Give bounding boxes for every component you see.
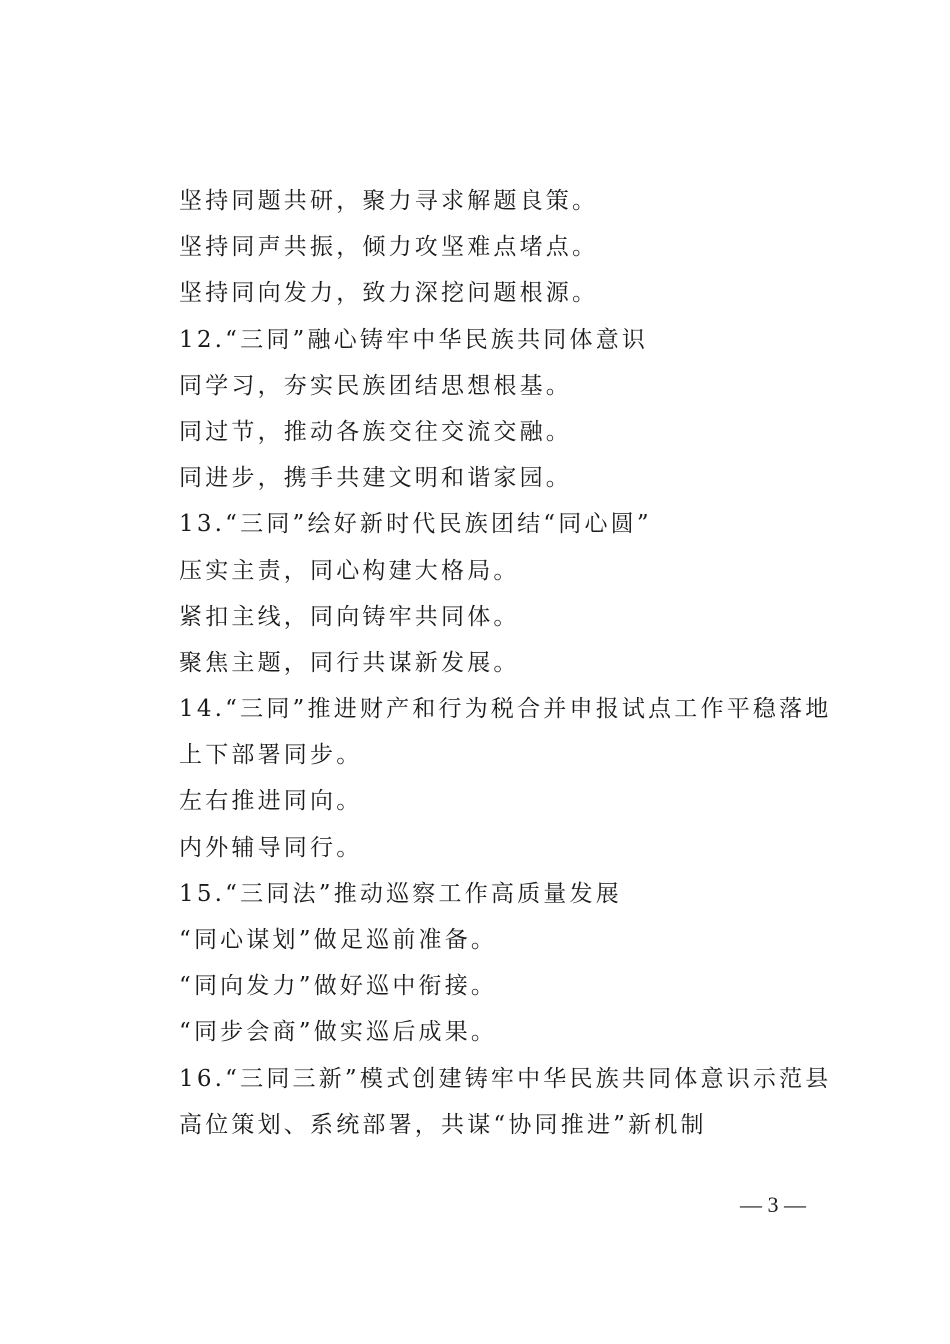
section-heading: 15.“三同法”推动巡察工作高质量发展 bbox=[179, 880, 622, 907]
text-line: 同学习，夯实民族团结思想根基。 bbox=[179, 372, 572, 399]
text-line: 紧扣主线，同向铸牢共同体。 bbox=[179, 603, 520, 630]
text-line: 内外辅导同行。 bbox=[179, 834, 363, 861]
text-line: 压实主责，同心构建大格局。 bbox=[179, 557, 520, 584]
section-heading: 12.“三同”融心铸牢中华民族共同体意识 bbox=[179, 326, 649, 353]
text-line: “同向发力”做好巡中衔接。 bbox=[179, 973, 498, 1000]
text-line: “同心谋划”做足巡前准备。 bbox=[179, 927, 498, 953]
text-line: 左右推进同向。 bbox=[179, 788, 363, 815]
text-line: 聚焦主题，同行共谋新发展。 bbox=[179, 649, 520, 676]
text-line: 坚持同向发力，致力深挖问题根源。 bbox=[179, 280, 599, 307]
section-heading: 16.“三同三新”模式创建铸牢中华民族共同体意识示范县 bbox=[179, 1065, 832, 1092]
text-line: 坚持同题共研，聚力寻求解题良策。 bbox=[179, 188, 599, 214]
body-text bbox=[179, 178, 839, 1148]
text-line: “同步会商”做实巡后成果。 bbox=[179, 1019, 498, 1046]
section-heading: 13.“三同”绘好新时代民族团结“同心圆” bbox=[179, 511, 652, 538]
section-heading: 14.“三同”推进财产和行为税合并申报试点工作平稳落地 bbox=[179, 696, 832, 723]
text-line: 同过节，推动各族交往交流交融。 bbox=[179, 418, 572, 445]
text-line: 同进步，携手共建文明和谐家园。 bbox=[179, 465, 572, 492]
text-line: 坚持同声共振，倾力攻坚难点堵点。 bbox=[179, 234, 599, 261]
page-number: — 3 — bbox=[740, 1192, 806, 1217]
text-line: 上下部署同步。 bbox=[179, 742, 363, 769]
text-line: 高位策划、系统部署，共谋“协同推进”新机制 bbox=[179, 1111, 707, 1138]
